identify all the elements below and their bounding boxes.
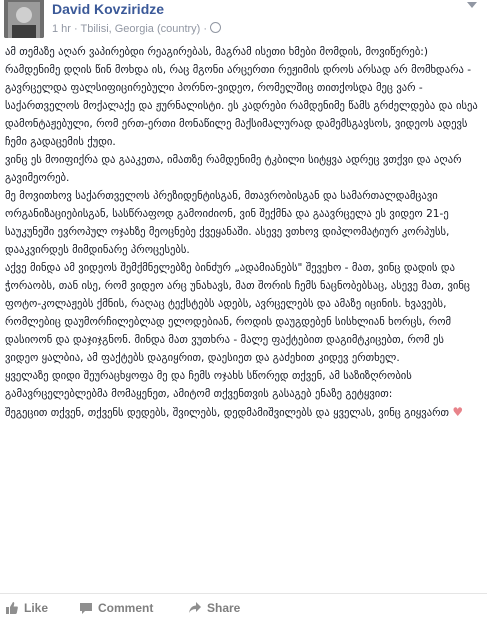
post-paragraph: ვინც ეს მოიფიქრა და გააკეთა, იმათზე რამდენიმე ტკბილი სიტყვა ადრეც ვთქვი და აღარ გავიმეორებ.	[5, 154, 462, 184]
author-name[interactable]: David Kovziridze	[52, 1, 165, 17]
chevron-down-icon[interactable]	[467, 2, 477, 8]
author-avatar[interactable]	[4, 0, 44, 38]
post-actions	[0, 598, 487, 620]
share-arrow-icon	[188, 601, 202, 615]
speech-bubble-icon	[79, 601, 93, 615]
share-label: Share	[207, 601, 241, 615]
comment-button[interactable]	[79, 598, 153, 618]
post-meta-text: 1 hr · Tbilisi, Georgia (country) ·	[52, 23, 208, 35]
share-button[interactable]	[188, 598, 240, 618]
post-paragraph: რამდენიმე დღის წინ მოხდა ის, რაც მგონი არცერთი რეჟიმის დროს არსად არ მომხდარა - გავრცელდა ფალსიფიცირებული პორნო-ვიდეო, რომელშიც თითქოსდა მეც ვარ - საქართველოს მოქალაქე და ჟურნალისტი. ეს კადრები რამდენიმე წამს გრძელდება და ისეა დამონტაჟებული, რომ ერთ-ერთი მონაწილე მაქსიმალურად დამემსგავსოს, ვიდეოს ადევს ჩემი გადაცემის ქუდი.	[5, 64, 478, 148]
divider	[0, 593, 487, 594]
like-button[interactable]	[5, 598, 48, 618]
post-paragraph-text: შეგეცით თქვენ, თქვენს დედებს, შვილებს, დედმამიშვილებს და ყველას, ვინც გიყვართ	[5, 407, 450, 419]
heart-icon: ♥	[452, 405, 464, 419]
post-meta	[52, 22, 221, 35]
thumbs-up-icon	[5, 601, 19, 615]
post-paragraph: მე მოვითხოვ საქართველოს პრეზიდენტისგან, მთავრობისგან და სამართალდამცავი ორგანიზაციებისგან, სასწრაფოდ გამოიძიონ, ვინ შექმნა და გაავრცელა ეს ვიდეო 21-ე საუკუნეში ევროპულ ოჯახზე მეოცნებე ქვეყანაში. ასევე ვთხოვ დიპლომატიურ კორპუსს, დააკვირდეს მიმდინარე პროცესებს.	[5, 190, 450, 256]
post-paragraph: აქვე მინდა ამ ვიდეოს შემქმნელებზე ბინძურ „ადამიანებს" შევეხო - მათ, ვინც დადის და ჭორაობს, თან ისე, რომ ვიდეო არც უნახავს, მათ შორის ჩემს ნაცნობებსაც, ასევე მათ, ვინც ფოტო-კოლაჟებს ქმნის, რაღაც ტექსტებს ადებს, ავრცელებს და ამაზე იცინის. ხვავებს, რომლებიც დაუმორჩილებლად ელოდებიან, როდის დაუგდებენ სისხლიან ხორცს, რომ დასიოონ და დაჯიჯგნონ. მინდა მათ ვუთხრა - მალე ფაქტებით დაგიმტკიცებთ, რომ ეს ვიდეო ყალბია, ამ ფაქტებს დაგიყრით, დაესიეთ და გაძეხით კიდევ ერთხელ.	[5, 262, 470, 364]
post-paragraph: ამ თემაზე აღარ ვაპირებდი რეაგირებას, მაგრამ ისეთი ხმები მომდის, მოვიწერებ:)	[5, 46, 428, 58]
post-paragraph-last	[5, 403, 480, 422]
comment-label: Comment	[98, 601, 154, 615]
post-body	[5, 43, 480, 422]
globe-icon	[210, 22, 221, 33]
post-paragraph: ყველაზე დიდი შეურაცხყოფა მე და ჩემს ოჯახს სწორედ თქვენ, ამ საზიზღრობის გამავრცელებლებმა მომაყენეთ, ამიტომ თქვენთვის გასაგებ ენაზე გეტყვით:	[5, 370, 412, 400]
like-label: Like	[24, 601, 49, 615]
